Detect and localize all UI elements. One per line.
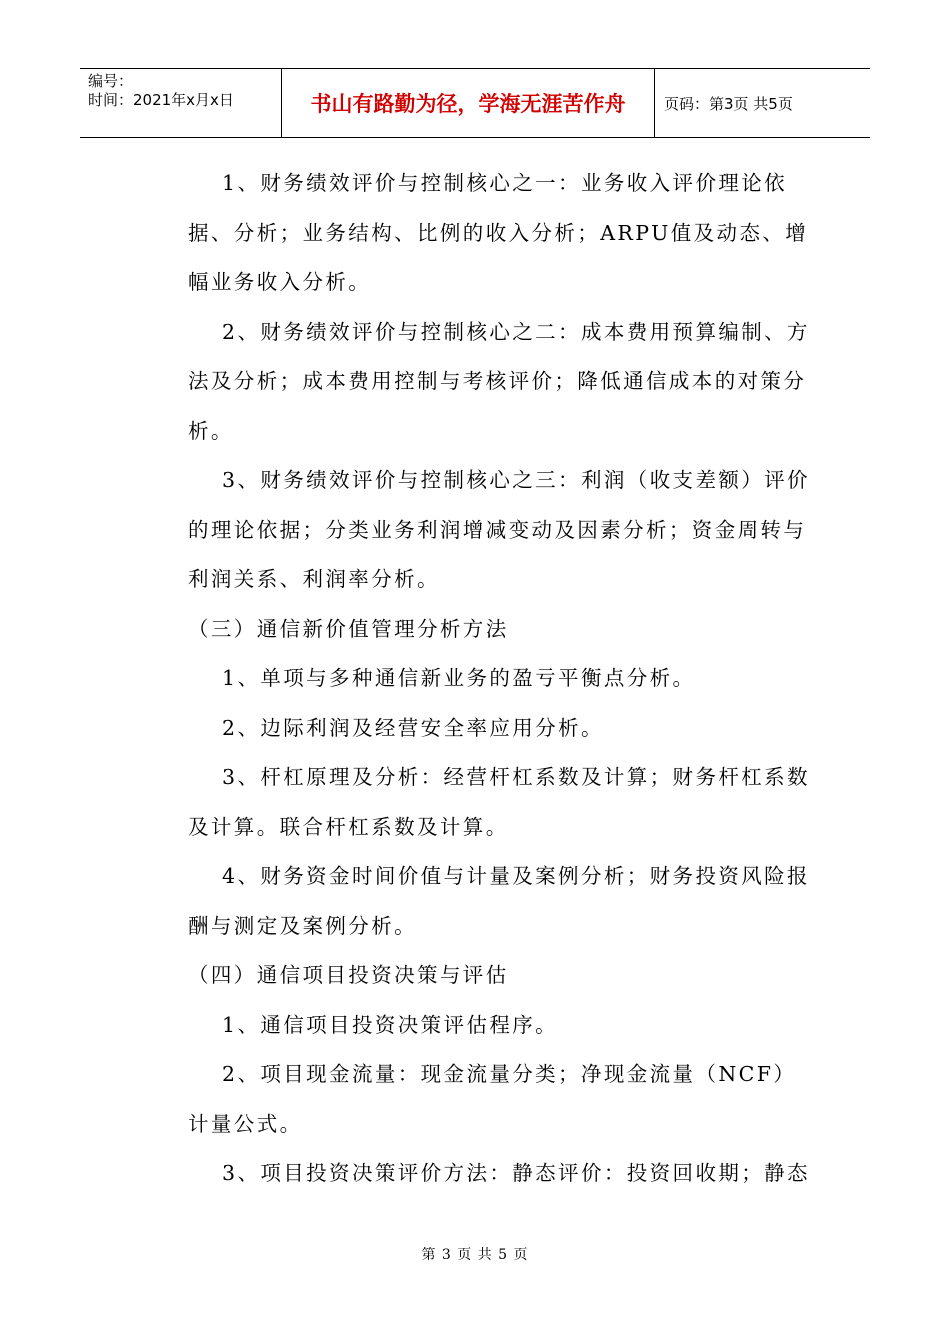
paragraph-10: 3、项目投资决策评价方法：静态评价：投资回收期；静态 (222, 1161, 810, 1185)
header-motto: 书山有路勤为径，学海无涯苦作舟 (282, 69, 655, 137)
number-label: 编号： (88, 72, 134, 90)
paragraph-6: 3、杆杠原理及分析：经营杆杠系数及计算；财务杆杠系数及计算。联合杆杠系数及计算。 (188, 765, 810, 839)
paragraph-3: 3、财务绩效评价与控制核心之三：利润（收支差额）评价的理论依据；分类业务利润增减变动及因素分析；资金周转与利润关系、利润率分析。 (188, 468, 810, 591)
paragraph-8: 1、通信项目投资决策评估程序。 (222, 1012, 559, 1037)
page-header (80, 68, 870, 138)
paragraph-4: 1、单项与多种通信新业务的盈亏平衡点分析。 (222, 666, 696, 690)
document-body (188, 159, 818, 1199)
paragraph-5: 2、边际利润及经营安全率应用分析。 (222, 715, 604, 740)
header-meta (80, 69, 282, 137)
date-label: 时间：2021年x月x日 (88, 91, 234, 109)
paragraph-9: 2、项目现金流量：现金流量分类；净现金流量（NCF）计量公式。 (188, 1062, 797, 1136)
paragraph-7: 4、财务资金时间价值与计量及案例分析；财务投资风险报酬与测定及案例分析。 (188, 864, 810, 938)
paragraph-1: 1、财务绩效评价与控制核心之一：业务收入评价理论依据、分析；业务结构、比例的收入分析；ARPU值及动态、增幅业务收入分析。 (188, 171, 809, 294)
section-heading-3: （三）通信新价值管理分析方法 (188, 616, 509, 641)
paragraph-2: 2、财务绩效评价与控制核心之二：成本费用预算编制、方法及分析；成本费用控制与考核评价；降低通信成本的对策分析。 (188, 319, 810, 443)
header-page-info: 页码：第3页 共5页 (664, 94, 793, 113)
section-heading-4: （四）通信项目投资决策与评估 (188, 963, 509, 987)
page-footer: 第 3 页 共 5 页 (421, 1247, 529, 1263)
